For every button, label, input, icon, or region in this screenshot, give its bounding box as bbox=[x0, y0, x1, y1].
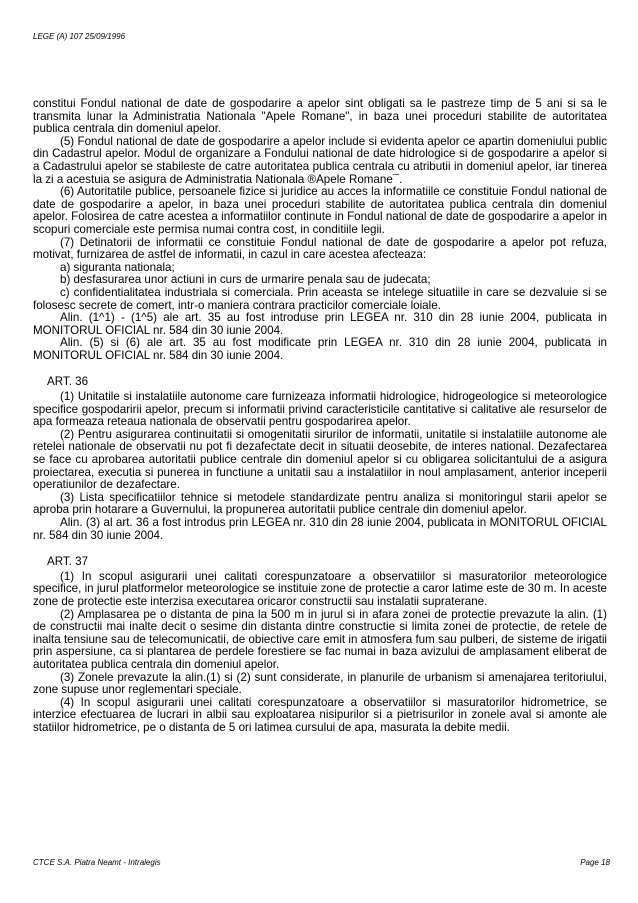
paragraph: (1) Unitatile si instalatiile autonome care furnizeaza informatii hidrologice, hidrogeologice si meteorologice specifice gospodaririi apelor, precum si informatii privind caracteristicile cantitative si calitative ale resurselor de apa formeaza reteaua nationala de observatii pentru gospodarirea apelor. bbox=[33, 390, 607, 429]
list-item: a) siguranta nationala; bbox=[60, 260, 175, 274]
list-item: c) confidentialitatea industriala si comerciala. Prin aceasta se intelege situatiile in care se dezvaluie si se folosesc secrete de comert, intr-o maniera contrara practicilor comerciale loiale. bbox=[33, 285, 607, 312]
paragraph: (7) Detinatorii de informatii ce constituie Fondul national de date de gospodarire a apelor pot refuza, motivat, furnizarea de astfel de informatii, in cazul in care acestea afecteaza: bbox=[33, 235, 607, 262]
paragraph: (2) Amplasarea pe o distanta de pina la 500 m in jurul si in afara zonei de protectie prevazute la alin. (1) de constructii mai inalte decit o sesime din distanta dintre constructie si limita zonei de protectie, de retele de inalta tensiune sau de telecomunicatii, de obiective care emit in atmosfera fum sau pulberi, de sisteme de irigatii prin aspersiune, ca si plantarea de perdele forestiere se fac numai in baza avizului de amplasament eliberat de autoritatea publica centrala din domeniul apelor. bbox=[33, 607, 607, 671]
document-body bbox=[33, 98, 607, 735]
page-number: Page 18 bbox=[580, 858, 610, 867]
footer-source: CTCE S.A. Piatra Neamt - Intralegis bbox=[33, 858, 161, 867]
article-title: ART. 36 bbox=[47, 375, 89, 389]
paragraph: (2) Pentru asigurarea continuitatii si omogenitatii sirurilor de informatii, unitatile si instalatiile autonome ale retelei nationale de observatii nu pot fi dezafectate decit in situatii deosebite, de interes national. Dezafectarea se face cu aprobarea autoritatii publice centrale din domeniul apelor si cu obligarea solicitantului de a asigura proiectarea, executia si punerea in functiune a unitatii sau a instalatiilor in noul amplasament, anterior inceperii operatiunilor de dezafectare. bbox=[33, 427, 607, 492]
paragraph: (1) In scopul asigurarii unei calitati corespunzatoare a observatiilor si masuratorilor meteorologice specifice, in jurul platformelor meteorologice se instituie zone de protectie a caror latime este de 30 m. In aceste zone de protectie este interzisa executarea oricaror constructii sau instalatii supraterane. bbox=[33, 569, 607, 608]
paragraph: (6) Autoritatile publice, persoanele fizice si juridice au acces la informatiile ce constituie Fondul national de date de gospodarire a apelor, in baza unei proceduri stabilite de autoritatea publica centrala din domeniul apelor. Folosirea de catre acestea a informatiilor continute in Fondul national de date de gospodarire a apelor in scopuri comerciale este permisa numai contra cost, in conditiile legii. bbox=[33, 185, 607, 236]
amendment-note: Alin. (1^1) - (1^5) ale art. 35 au fost introduse prin LEGEA nr. 310 din 28 iunie 2004, publicata in MONITORUL OFICIAL nr. 584 din 30 iunie 2004. bbox=[33, 311, 607, 337]
list-item: b) desfasurarea unor actiuni in curs de urmarire penala sau de judecata; bbox=[60, 273, 431, 287]
paragraph: (5) Fondul national de date de gospodarire a apelor include si evidenta apelor ce apartin domeniului public din Cadastrul apelor. Modul de organizare a Fondului national de date hidrologice si de gospodarire a apelor si a Cadastrului apelor se stabileste de catre autoritatea publica centrala cu atributii in domeniul apelor, iar tinerea la zi a acestuia se asigura de Administratia Nationala ®Apele Romane¯. bbox=[33, 134, 607, 186]
paragraph: (3) Zonele prevazute la alin.(1) si (2) sunt considerate, in planurile de urbanism si amenajarea teritoriului, zone supuse unor reglementari speciale. bbox=[33, 670, 607, 697]
document-header: LEGE (A) 107 25/09/1996 bbox=[33, 32, 126, 41]
article-title: ART. 37 bbox=[47, 555, 89, 569]
paragraph: (4) In scopul asigurarii unei calitati corespunzatoare a observatiilor si masuratorilor hidrometrice, se interzice efectuarea de lucrari in albii sau exploatarea nisipurilor si a pietrisurilor in zonele aval si amonte ale statiilor hidrometrice, pe o distanta de 5 ori latimea cursului de apa, masurata la debite medii. bbox=[33, 695, 607, 734]
paragraph: constitui Fondul national de date de gospodarire a apelor sint obligati sa le pastreze timp de 5 ani si sa le transmita lunar la Administratia Nationala "Apele Romane", in baza unei proceduri stabilite de autoritatea publica centrala din domeniul apelor. bbox=[33, 97, 607, 136]
amendment-note: Alin. (5) si (6) ale art. 35 au fost modificate prin LEGEA nr. 310 din 28 iunie 2004, publicata in MONITORUL OFICIAL nr. 584 din 30 iunie 2004. bbox=[33, 336, 607, 362]
amendment-note: Alin. (3) al art. 36 a fost introdus prin LEGEA nr. 310 din 28 iunie 2004, publicata in MONITORUL OFICIAL nr. 584 din 30 iunie 2004. bbox=[33, 516, 607, 542]
paragraph: (3) Lista specificatiilor tehnice si metodele standardizate pentru analiza si monitoringul starii apelor se aproba prin hotarare a Guvernului, la propunerea autoritatii publice centrale din domeniul apelor. bbox=[33, 490, 607, 517]
